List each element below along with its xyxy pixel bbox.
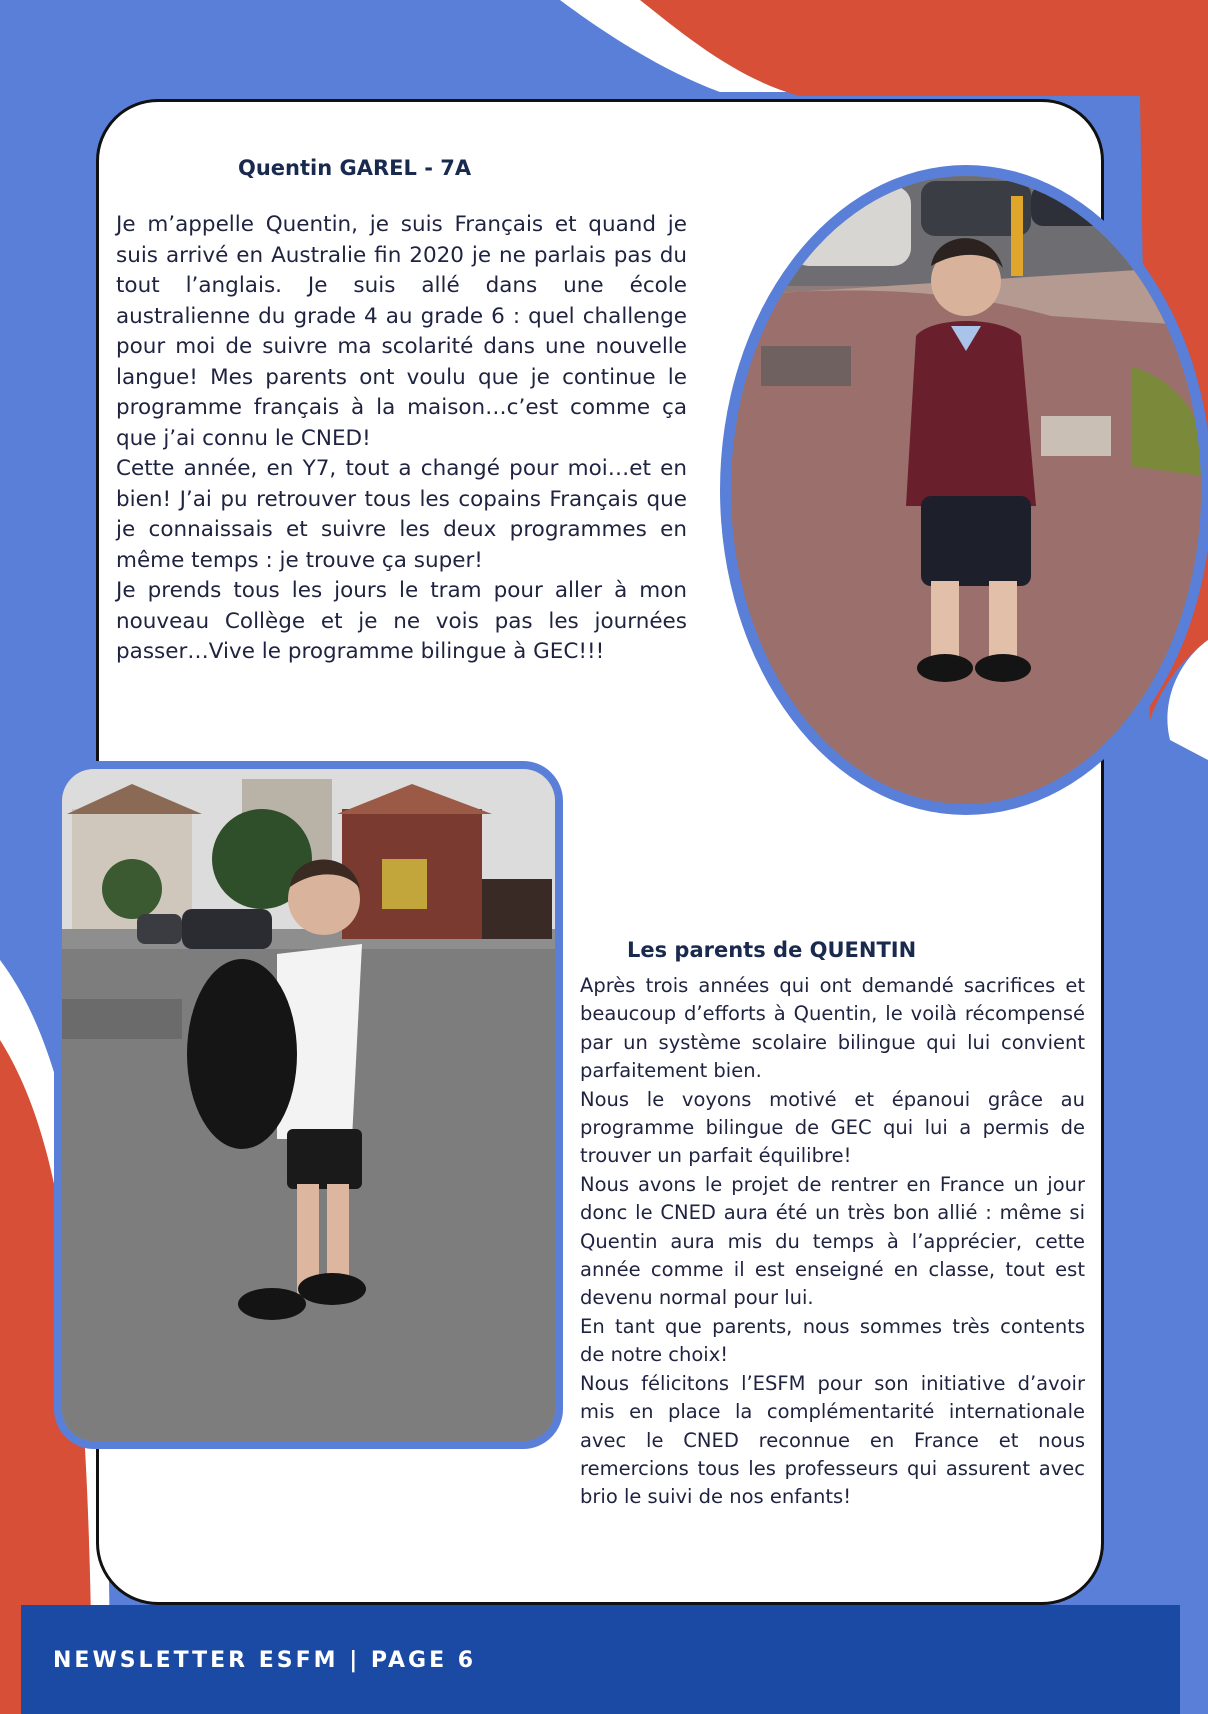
footer-bar bbox=[21, 1605, 1180, 1714]
parents-paragraph: Nous le voyons motivé et épanoui grâce au programme bilingue de GEC qui lui a permis de trouver un parfait équilibre! bbox=[580, 1087, 1085, 1168]
parents-paragraph: Après trois années qui ont demandé sacrifices et beaucoup d’efforts à Quentin, le voilà récompensé par un système scolaire bilingue qui lui convient parfaitement bien. bbox=[580, 974, 1085, 1083]
footer-label: NEWSLETTER ESFM | PAGE 6 bbox=[53, 1648, 477, 1673]
parents-heading: Les parents de QUENTIN bbox=[627, 938, 917, 962]
photo-quentin-uniform-image bbox=[731, 176, 1201, 804]
parents-paragraph: Nous avons le projet de rentrer en France un jour donc le CNED aura été un très bon allié : même si Quentin aura mis du temps à l’apprécier, cette année comme il est enseigné en classe, tout est devenu normal pour lui. bbox=[580, 1172, 1085, 1310]
photo-quentin-uniform bbox=[720, 165, 1208, 815]
quentin-paragraph: Je prends tous les jours le tram pour aller à mon nouveau Collège et je ne vois pas les journées passer…Vive le programme bilingue à GEC!!! bbox=[116, 578, 687, 664]
parents-paragraph: En tant que parents, nous sommes très contents de notre choix! bbox=[580, 1314, 1085, 1367]
quentin-paragraph: Cette année, en Y7, tout a changé pour moi…et en bien! J’ai pu retrouver tous les copains Français que je connaissais et suivre les deux programmes en même temps : je trouve ça super! bbox=[116, 456, 687, 573]
quentin-paragraph: Je m’appelle Quentin, je suis Français et quand je suis arrivé en Australie fin 2020 je ne parlais pas du tout l’anglais. Je suis allé dans une école australienne du grade 4 au grade 6 : quel challenge pour moi de suivre ma scolarité dans une nouvelle langue! Mes parents ont voulu que je continue le programme français à la maison…c’est comme ça que j’ai connu le CNED! bbox=[116, 212, 687, 451]
quentin-text bbox=[116, 210, 687, 668]
quentin-heading: Quentin GAREL - 7A bbox=[238, 156, 472, 180]
parents-text bbox=[580, 972, 1085, 1512]
parents-paragraph: Nous félicitons l’ESFM pour son initiative d’avoir mis en place la complémentarité internationale avec le CNED reconnue en France et nous remercions tous les professeurs qui assurent avec brio le suivi de nos enfants! bbox=[580, 1371, 1085, 1509]
photo-quentin-backpack bbox=[54, 761, 563, 1449]
photo-quentin-backpack-image bbox=[62, 769, 555, 1441]
